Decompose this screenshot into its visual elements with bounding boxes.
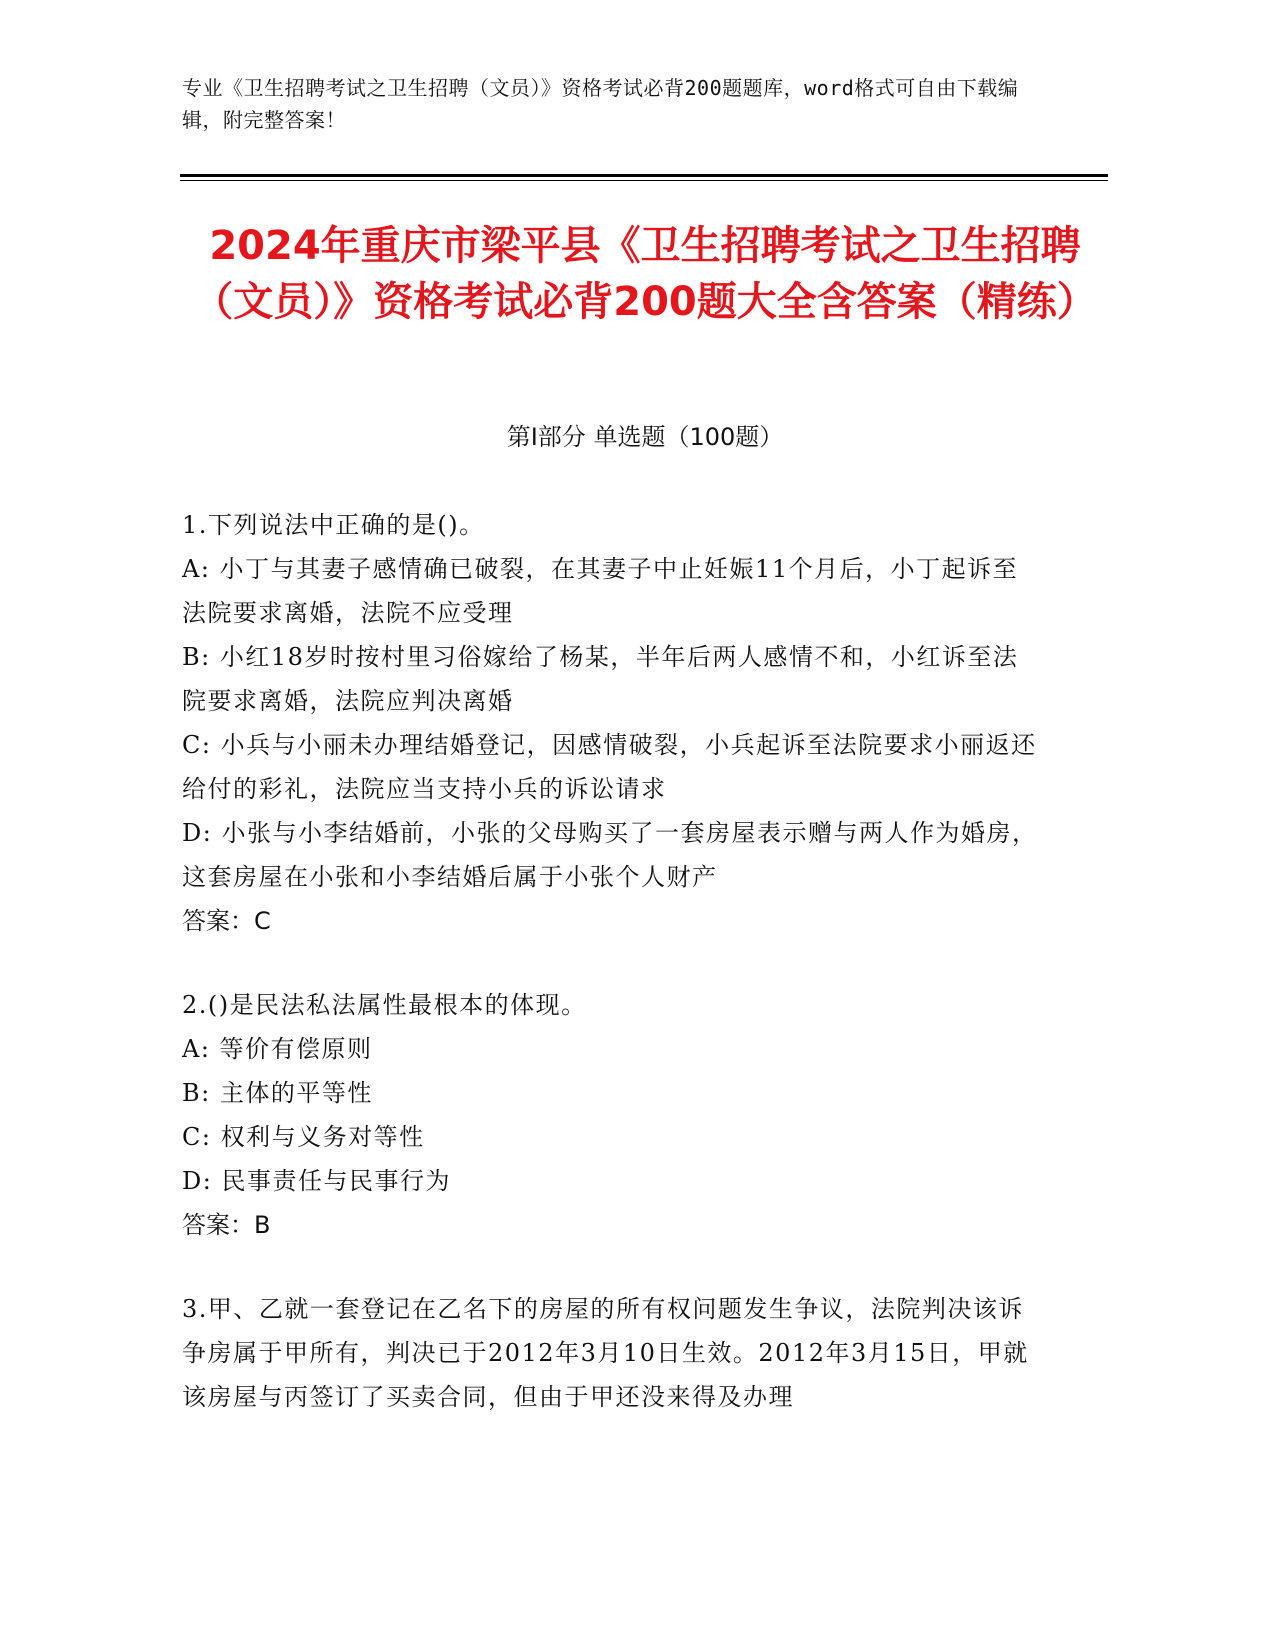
- option-c: C: 小兵与小丽未办理结婚登记，因感情破裂，小兵起诉至法院要求小丽返还给付的彩礼，法院应当支持小兵的诉讼请求: [182, 731, 1037, 803]
- option-d: D: 小张与小李结婚前，小张的父母购买了一套房屋表示赠与两人作为婚房，这套房屋在小张和小李结婚后属于小张个人财产: [182, 819, 1038, 891]
- section-title: 第Ⅰ部分 单选题（100题）: [506, 423, 784, 451]
- option-b: B: 主体的平等性: [182, 1079, 373, 1107]
- header-note: 专业《卫生招聘考试之卫生招聘（文员）》资格考试必背200题题库，word格式可自由下载编辑，附完整答案！: [182, 76, 1019, 132]
- option-b: B: 小红18岁时按村里习俗嫁给了杨某，半年后两人感情不和，小红诉至法院要求离婚，法院应判决离婚: [182, 643, 1019, 715]
- question-stem: 3.甲、乙就一套登记在乙名下的房屋的所有权问题发生争议，法院判决该诉争房属于甲所有，判决已于2012年3月10日生效。2012年3月15日，甲就该房屋与丙签订了买卖合同，但由于甲还没来得及办理: [182, 1295, 1029, 1411]
- question-stem: 1.下列说法中正确的是()。: [182, 511, 485, 539]
- question-1: [182, 503, 1042, 943]
- option-a: A: 小丁与其妻子感情确已破裂，在其妻子中止妊娠11个月后，小丁起诉至法院要求离婚，法院不应受理: [182, 555, 1019, 627]
- option-a: A: 等价有偿原则: [182, 1035, 373, 1063]
- answer-line: 答案：C: [182, 907, 271, 935]
- answer-line: 答案：B: [182, 1211, 271, 1239]
- header-divider-thick: [180, 174, 1108, 177]
- option-d: D: 民事责任与民事行为: [182, 1167, 451, 1195]
- question-2: [182, 983, 1042, 1247]
- header-divider-thin: [180, 180, 1108, 181]
- document-title: 2024年重庆市梁平县《卫生招聘考试之卫生招聘（文员）》资格考试必背200题大全含答案（精练）: [193, 223, 1097, 325]
- question-stem: 2.()是民法私法属性最根本的体现。: [182, 991, 587, 1019]
- option-c: C: 权利与义务对等性: [182, 1123, 425, 1151]
- question-list: [182, 503, 1042, 1459]
- question-3: [182, 1287, 1042, 1419]
